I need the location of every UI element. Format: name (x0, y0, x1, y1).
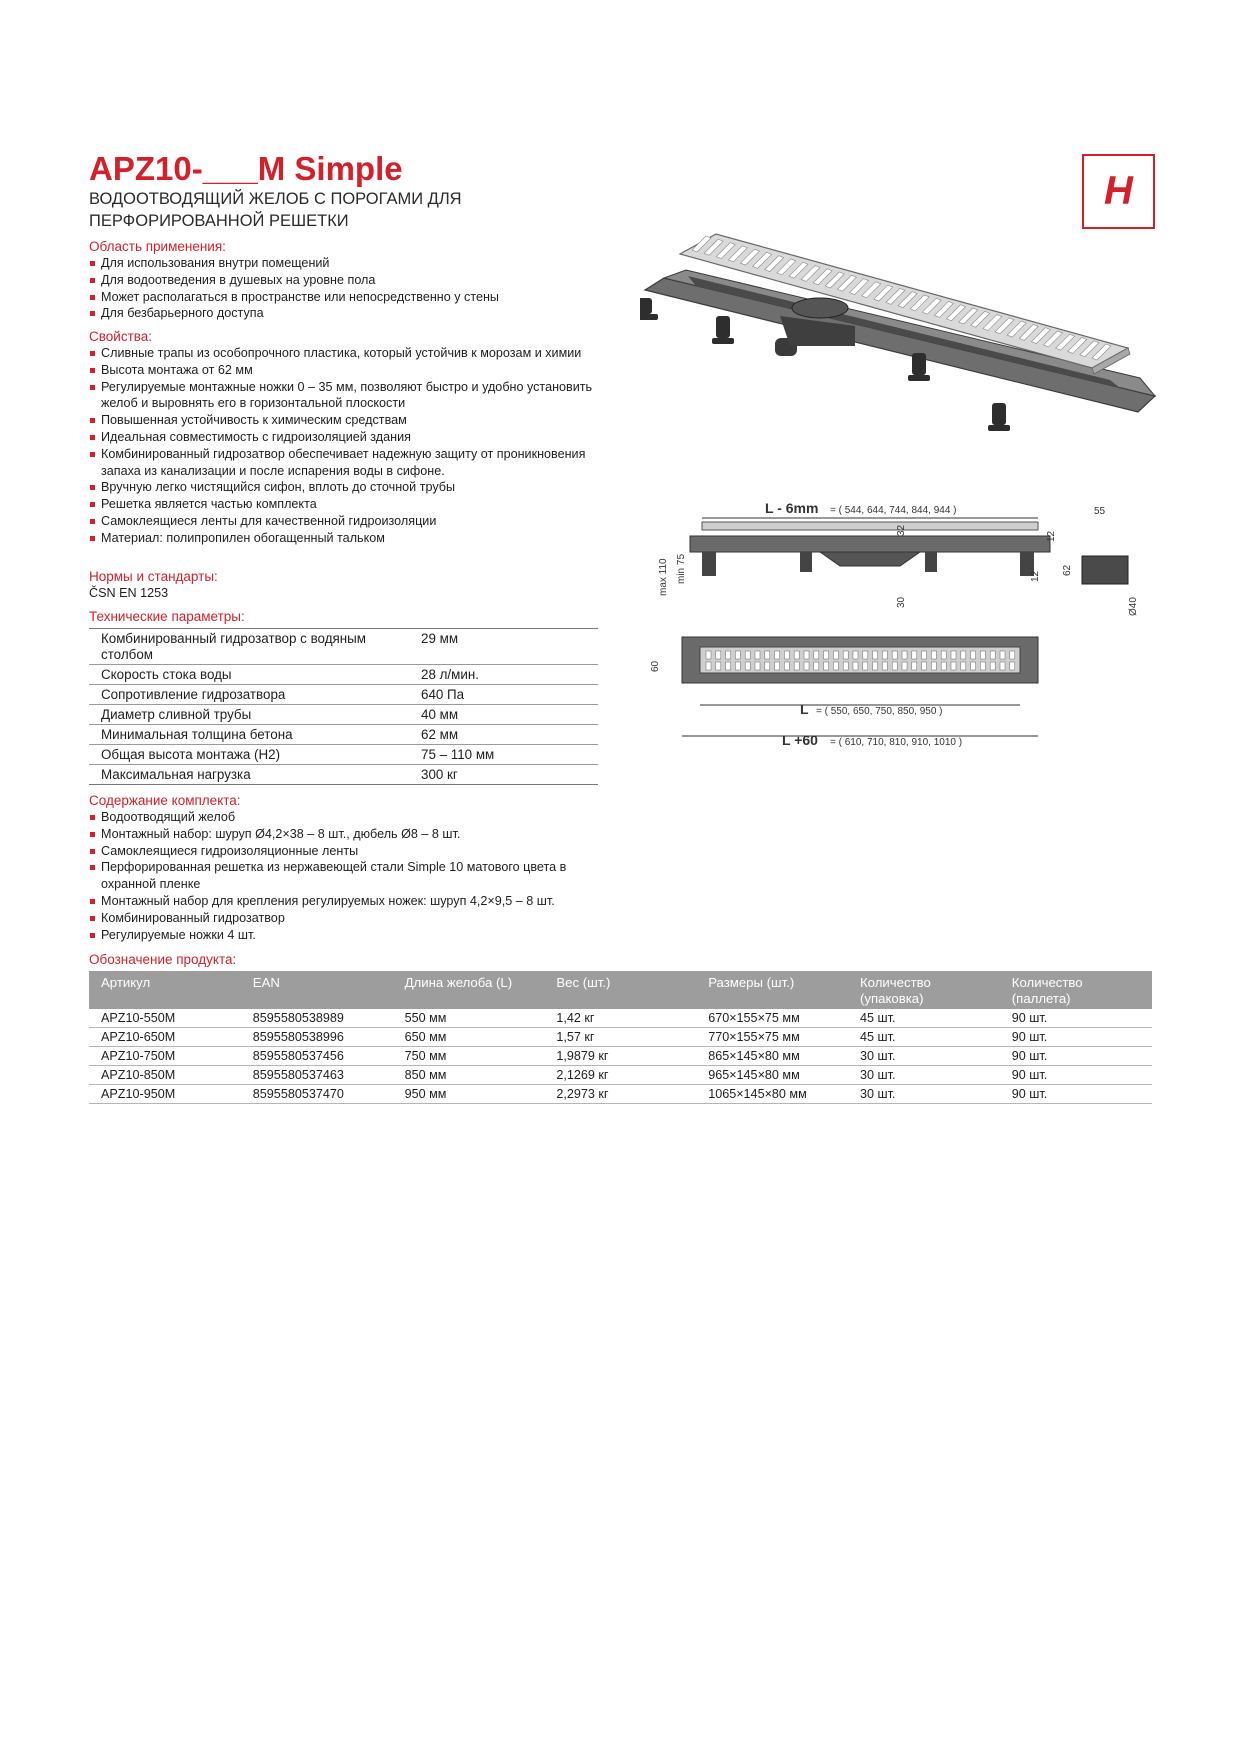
grate-slot (912, 651, 917, 659)
table-row (89, 665, 598, 685)
list-item: Идеальная совместимость с гидроизоляцией здания (89, 429, 609, 446)
properties-list (89, 345, 609, 547)
tech-value: 40 мм (421, 707, 459, 722)
grate-slot (716, 662, 721, 670)
foot (925, 552, 937, 572)
tech-table (89, 628, 598, 785)
grate-slot (843, 662, 848, 670)
standards-section (89, 568, 218, 602)
application-list (89, 255, 609, 322)
dim-62: 62 (1062, 564, 1073, 576)
table-cell: 90 шт. (1011, 1068, 1048, 1082)
list-item: Самоклеящиеся ленты для качественной гидроизоляции (89, 513, 609, 530)
list-item: Монтажный набор: шуруп Ø4,2×38 – 8 шт., дюбель Ø8 – 8 шт. (89, 826, 609, 843)
foot (800, 552, 812, 572)
grate-slot (971, 662, 976, 670)
grate-slot (706, 662, 711, 670)
grate-slot (951, 651, 956, 659)
dim-12b: 12 (1030, 570, 1041, 582)
table-cell: 770×155×75 мм (708, 1030, 800, 1044)
grate-slot (814, 662, 819, 670)
list-item: Комбинированный гидрозатвор (89, 910, 609, 927)
dim-o40: Ø40 (1128, 597, 1139, 616)
table-row (89, 1028, 1152, 1047)
grate-slot (873, 662, 878, 670)
grate-slot (863, 651, 868, 659)
grate-slot (1000, 662, 1005, 670)
grate-slot (863, 662, 868, 670)
grate-slot (1010, 651, 1015, 659)
list-item: Высота монтажа от 62 мм (89, 362, 609, 379)
table-cell: APZ10-650M (101, 1030, 176, 1044)
grate-slot (990, 662, 995, 670)
dim-55: 55 (1094, 506, 1106, 517)
grate-slot (922, 651, 927, 659)
products-table (89, 971, 1152, 1104)
tech-value: 28 л/мин. (421, 667, 479, 682)
table-cell: 650 мм (404, 1030, 447, 1044)
grate-slot (931, 651, 936, 659)
table-header (89, 971, 1152, 1009)
products-heading: Обозначение продукта: (89, 952, 237, 967)
dim-min75: min 75 (676, 553, 687, 584)
application-heading: Область применения: (89, 239, 226, 254)
tech-value: 62 мм (421, 727, 459, 742)
list-item: Регулируемые ножки 4 шт. (89, 927, 609, 944)
application-section (89, 238, 609, 322)
product-subtitle (89, 188, 519, 232)
kit-list (89, 809, 609, 943)
table-cell: 1,42 кг (556, 1011, 595, 1025)
table-row (89, 705, 598, 725)
table-cell: 2,2973 кг (556, 1087, 609, 1101)
cross-section (1082, 556, 1128, 584)
grate-slot (745, 651, 750, 659)
grate-slot (853, 662, 858, 670)
grate-slot (961, 651, 966, 659)
table-cell: 8595580537463 (252, 1068, 344, 1082)
dim-30: 30 (896, 596, 907, 608)
list-item: Самоклеящиеся гидроизоляционные ленты (89, 843, 609, 860)
list-item: Для водоотведения в душевых на уровне пола (89, 272, 609, 289)
dim-L60-values: = ( 610, 710, 810, 910, 1010 ) (830, 737, 963, 748)
grate-slot (902, 651, 907, 659)
column-header: Размеры (шт.) (708, 975, 795, 990)
list-item: Водоотводящий желоб (89, 809, 609, 826)
table-row (89, 745, 598, 765)
side-view-drawing (640, 496, 1160, 626)
table-cell: 90 шт. (1011, 1087, 1048, 1101)
table-cell: APZ10-750M (101, 1049, 176, 1063)
subtitle-line-1: ВОДООТВОДЯЩИЙ ЖЕЛОБ С ПОРОГАМИ ДЛЯ (89, 190, 462, 208)
table-cell: 950 мм (404, 1087, 447, 1101)
grate-slot (784, 662, 789, 670)
grate-slot (980, 651, 985, 659)
grate-slot (892, 662, 897, 670)
foot (988, 425, 1010, 431)
tech-label: Минимальная толщина бетона (101, 727, 293, 742)
column-header: Количество (паллета) (1011, 975, 1083, 1006)
dim-L-values: = ( 550, 650, 750, 850, 950 ) (816, 706, 943, 717)
kit-heading: Содержание комплекта: (89, 793, 241, 808)
dim-32: 32 (896, 524, 907, 536)
list-item: Вручную легко чистящийся сифон, вплоть до сточной трубы (89, 479, 609, 496)
foot (640, 298, 652, 314)
table-cell: 45 шт. (859, 1011, 896, 1025)
properties-section (89, 328, 609, 547)
tech-label: Общая высота монтажа (H2) (101, 747, 281, 762)
table-cell: 1,57 кг (556, 1030, 595, 1044)
grate-slot (784, 651, 789, 659)
grate-slot (912, 662, 917, 670)
table-row (89, 1085, 1152, 1104)
grate-slot (931, 662, 936, 670)
table-cell: 850 мм (404, 1068, 447, 1082)
table-row (89, 629, 598, 665)
foot (640, 314, 658, 320)
tech-value: 300 кг (421, 767, 458, 782)
grate-slot (726, 662, 731, 670)
category-badge: H (1082, 154, 1155, 229)
grate-slot (941, 651, 946, 659)
grate-slot (824, 651, 829, 659)
grate-slot (1000, 651, 1005, 659)
grate-slot (922, 662, 927, 670)
grate-slot (941, 662, 946, 670)
subtitle-line-2: ПЕРФОРИРОВАННОЙ РЕШЕТКИ (89, 212, 349, 230)
tech-heading: Технические параметры: (89, 609, 245, 624)
table-cell: 8595580537470 (252, 1087, 344, 1101)
table-cell: 1065×145×80 мм (708, 1087, 807, 1101)
column-header: Вес (шт.) (556, 975, 611, 990)
grate-slot (804, 651, 809, 659)
foot (702, 552, 716, 576)
product-illustration (640, 228, 1160, 480)
grate-slot (814, 651, 819, 659)
grate-slot (961, 662, 966, 670)
table-cell: APZ10-950M (101, 1087, 176, 1101)
dim-L60-label: L +60 (782, 732, 818, 748)
list-item: Решетка является частью комплекта (89, 496, 609, 513)
grate-slot (735, 662, 740, 670)
table-cell: 8595580538989 (252, 1011, 344, 1025)
kit-section (89, 792, 609, 943)
product-title: APZ10-___M Simple (89, 150, 403, 187)
table-row (89, 765, 598, 785)
grate-slot (804, 662, 809, 670)
grate-slot (882, 651, 887, 659)
table-cell: 90 шт. (1011, 1030, 1048, 1044)
list-item: Монтажный набор для крепления регулируемых ножек: шуруп 4,2×9,5 – 8 шт. (89, 893, 609, 910)
list-item: Регулируемые монтажные ножки 0 – 35 мм, позволяют быстро и удобно установить желоб и выровнять его в горизонтальной плоскости (89, 379, 609, 413)
list-item: Комбинированный гидрозатвор обеспечивает надежную защиту от проникновения запаха из канализации и после испарения воды в сифоне. (89, 446, 609, 480)
grate-slot (794, 651, 799, 659)
grate-slot (882, 662, 887, 670)
tech-label: Сопротивление гидрозатвора (101, 687, 286, 702)
grate-slot (716, 651, 721, 659)
foot (712, 338, 734, 344)
tech-label: Скорость стока воды (101, 667, 232, 682)
grate-slot (980, 662, 985, 670)
dim-grate-label: L - 6mm (765, 500, 819, 516)
grate-slot (755, 662, 760, 670)
tech-label: Комбинированный гидрозатвор с водяным столбом (101, 631, 366, 662)
column-header: EAN (252, 975, 280, 990)
list-item: Перфорированная решетка из нержавеющей стали Simple 10 матового цвета в охранной пленке (89, 859, 609, 893)
dim-12a: 12 (1046, 530, 1057, 542)
tech-label: Диаметр сливной трубы (101, 707, 252, 722)
list-item: Для безбарьерного доступа (89, 305, 609, 322)
tech-value: 29 мм (421, 631, 459, 646)
table-cell: 45 шт. (859, 1030, 896, 1044)
grate-slot (755, 651, 760, 659)
table-cell: 8595580537456 (252, 1049, 344, 1063)
table-cell: 90 шт. (1011, 1049, 1048, 1063)
grate-slot (775, 662, 780, 670)
dim-max110: max 110 (658, 558, 669, 596)
table-cell: 30 шт. (859, 1087, 896, 1101)
foot (908, 375, 930, 381)
properties-heading: Свойства: (89, 329, 153, 344)
top-view-drawing (640, 632, 1060, 752)
table-cell: APZ10-850M (101, 1068, 176, 1082)
table-row (89, 1066, 1152, 1085)
table-row (89, 1047, 1152, 1066)
list-item: Для использования внутри помещений (89, 255, 609, 272)
grate-slot (833, 662, 838, 670)
grate-slot (794, 662, 799, 670)
tech-value: 75 – 110 мм (421, 747, 495, 762)
dim-grate-values: = ( 544, 644, 744, 844, 944 ) (830, 505, 957, 516)
table-row (89, 685, 598, 705)
table-cell: 30 шт. (859, 1049, 896, 1063)
table-row (89, 725, 598, 745)
table-cell: 965×145×80 мм (708, 1068, 800, 1082)
grate-side (702, 522, 1038, 530)
grate-slot (990, 651, 995, 659)
grate-slot (775, 651, 780, 659)
table-cell: 2,1269 кг (556, 1068, 609, 1082)
table-cell: 670×155×75 мм (708, 1011, 800, 1025)
table-cell: 550 мм (404, 1011, 447, 1025)
column-header: Количество (упаковка) (859, 975, 931, 1006)
grate-slot (951, 662, 956, 670)
siphon-side (820, 552, 920, 566)
table-cell: 1,9879 кг (556, 1049, 609, 1063)
table-cell: 750 мм (404, 1049, 447, 1063)
tech-value: 640 Па (421, 687, 465, 702)
grate-slot (745, 662, 750, 670)
dim-L-label: L (800, 701, 809, 717)
foot (716, 316, 730, 338)
table-cell: APZ10-550M (101, 1011, 176, 1025)
table-cell: 8595580538996 (252, 1030, 344, 1044)
grate-slot (892, 651, 897, 659)
grate-slot (873, 651, 878, 659)
table-cell: 30 шт. (859, 1068, 896, 1082)
grate-slot (853, 651, 858, 659)
table-cell: 90 шт. (1011, 1011, 1048, 1025)
list-item: Материал: полипропилен обогащенный тальком (89, 530, 609, 547)
siphon (792, 298, 848, 318)
grate-slot (706, 651, 711, 659)
grate-slot (843, 651, 848, 659)
channel-side (690, 536, 1050, 552)
column-header: Длина желоба (L) (404, 975, 513, 990)
list-item: Может располагаться в пространстве или непосредственно у стены (89, 289, 609, 306)
grate-slot (765, 662, 770, 670)
grate-slot (824, 662, 829, 670)
column-header: Артикул (101, 975, 151, 990)
grate-slot (1010, 662, 1015, 670)
tech-label: Максимальная нагрузка (101, 767, 251, 782)
grate-slot (971, 651, 976, 659)
list-item: Сливные трапы из особопрочного пластика, который устойчив к морозам и химии (89, 345, 609, 362)
grate-slot (765, 651, 770, 659)
dim-60: 60 (650, 660, 661, 672)
foot (912, 353, 926, 375)
grate-slot (735, 651, 740, 659)
list-item: Повышенная устойчивость к химическим средствам (89, 412, 609, 429)
grate-slot (902, 662, 907, 670)
foot (992, 403, 1006, 425)
grate-slot (726, 651, 731, 659)
standards-heading: Нормы и стандарты: (89, 569, 218, 584)
table-row (89, 1009, 1152, 1028)
standards-text: ČSN EN 1253 (89, 586, 169, 600)
table-cell: 865×145×80 мм (708, 1049, 800, 1063)
grate-slot (833, 651, 838, 659)
